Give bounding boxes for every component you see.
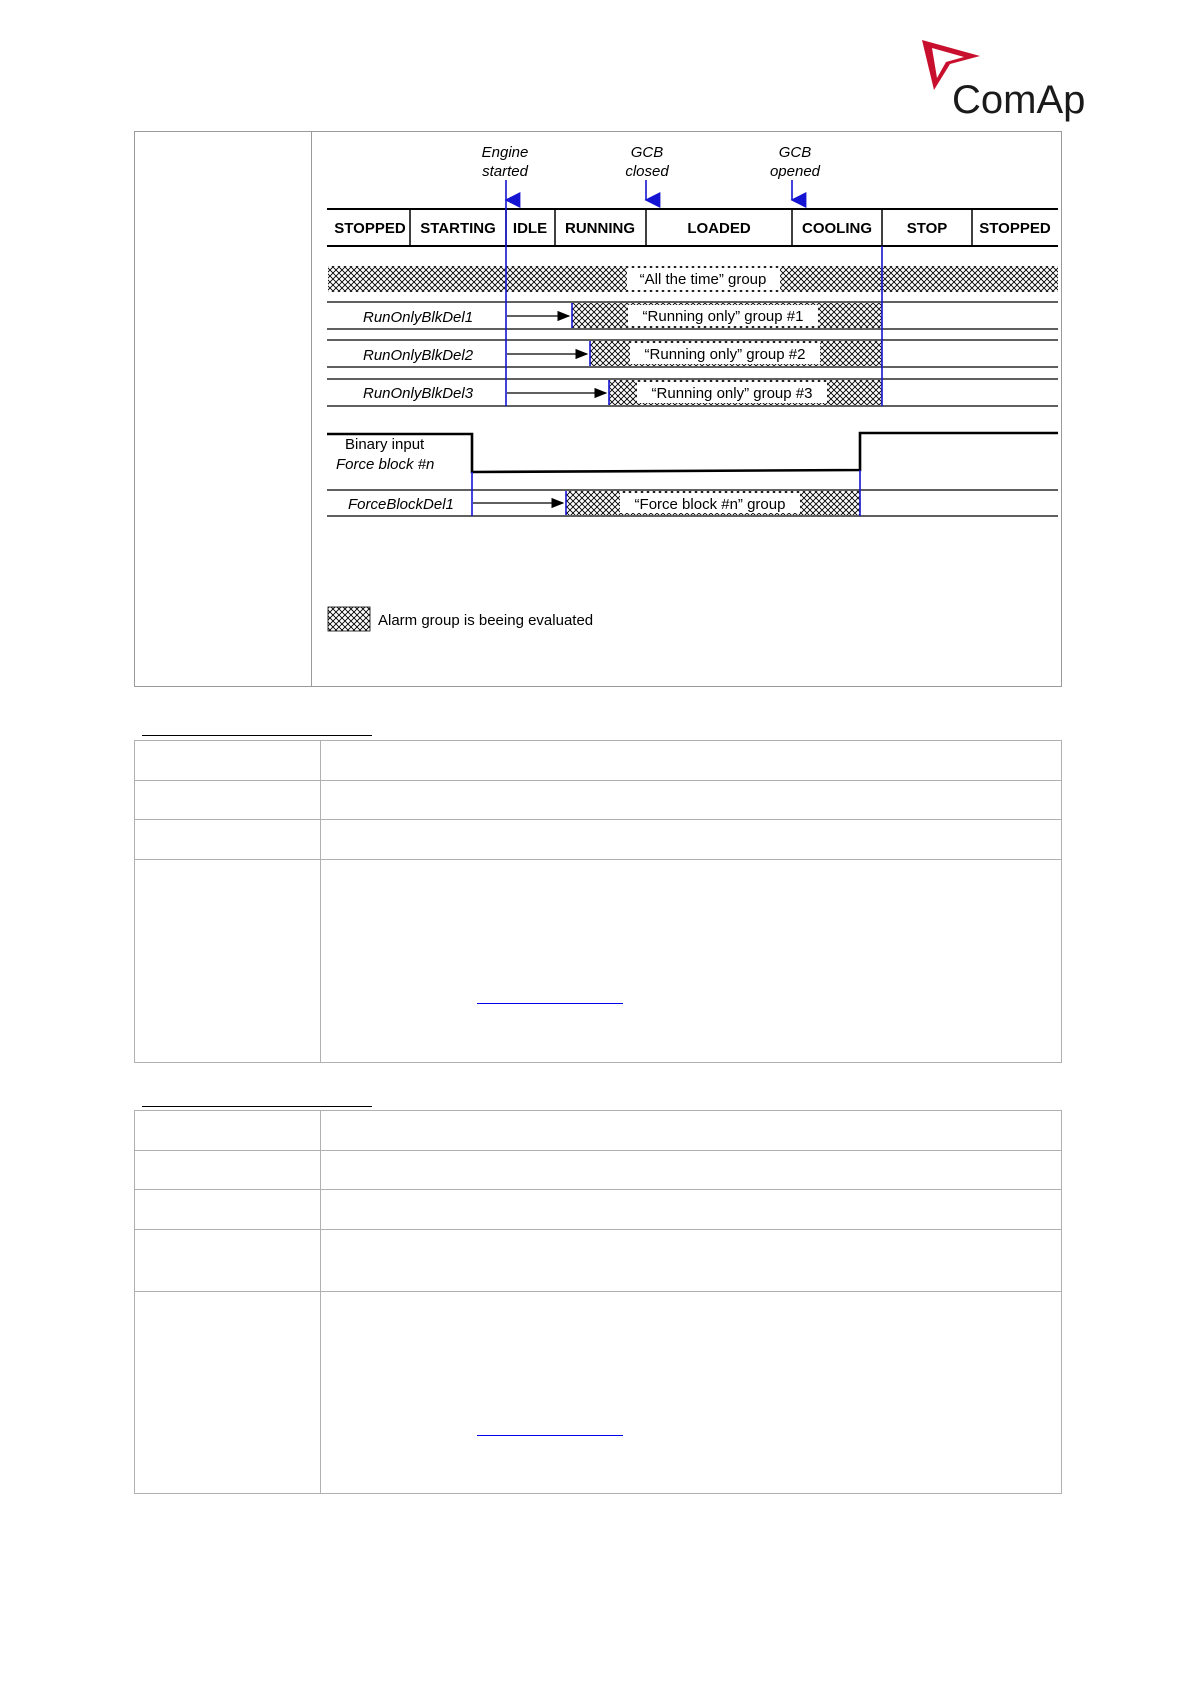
state-bar — [327, 209, 1058, 246]
state-loaded: LOADED — [687, 220, 751, 237]
state-stopped: STOPPED — [334, 220, 406, 237]
force-group-label: “Force block #n” group — [634, 496, 786, 513]
binary-input-signal — [327, 433, 1058, 472]
event-engine-label-2: started — [482, 163, 528, 180]
timing-diagram — [0, 0, 1191, 700]
state-running: RUNNING — [565, 220, 635, 237]
state-idle: IDLE — [512, 220, 548, 237]
state-stopped-end: STOPPED — [979, 220, 1051, 237]
section-2-heading-underline — [142, 1106, 372, 1107]
force-delay-label: ForceBlockDel1 — [348, 496, 454, 513]
legend-label: Alarm group is beeing evaluated — [378, 612, 594, 629]
event-engine-label-1: Engine — [481, 144, 529, 161]
parameter-table-1 — [134, 740, 1062, 1063]
event-gcb-closed-label-1: GCB — [630, 144, 664, 161]
force-block-label: Force block #n — [336, 456, 435, 473]
section-2-reference-link[interactable] — [477, 1435, 623, 1436]
legend-hatch-swatch — [328, 607, 370, 631]
running-group-1-label: “Running only” group #1 — [642, 308, 804, 325]
event-gcb-closed-label-2: closed — [625, 163, 669, 180]
section-1-reference-link[interactable] — [477, 1003, 623, 1004]
running-group-2-label: “Running only” group #2 — [644, 346, 806, 363]
state-cooling: COOLING — [802, 220, 872, 237]
event-gcb-opened-label-2: opened — [769, 163, 821, 180]
section-1-heading-underline — [142, 735, 372, 736]
parameter-table-2 — [134, 1110, 1062, 1494]
brand-name: ComAp — [952, 78, 1086, 122]
delay-label-1: RunOnlyBlkDel1 — [363, 309, 474, 326]
all-time-label: “All the time” group — [639, 271, 767, 288]
state-starting: STARTING — [420, 220, 496, 237]
delay-label-3: RunOnlyBlkDel3 — [363, 385, 474, 402]
binary-input-label: Binary input — [345, 436, 425, 453]
running-group-3-label: “Running only” group #3 — [651, 385, 813, 402]
event-gcb-opened-label-1: GCB — [778, 144, 812, 161]
state-stop: STOP — [906, 220, 948, 237]
delay-label-2: RunOnlyBlkDel2 — [363, 347, 474, 364]
